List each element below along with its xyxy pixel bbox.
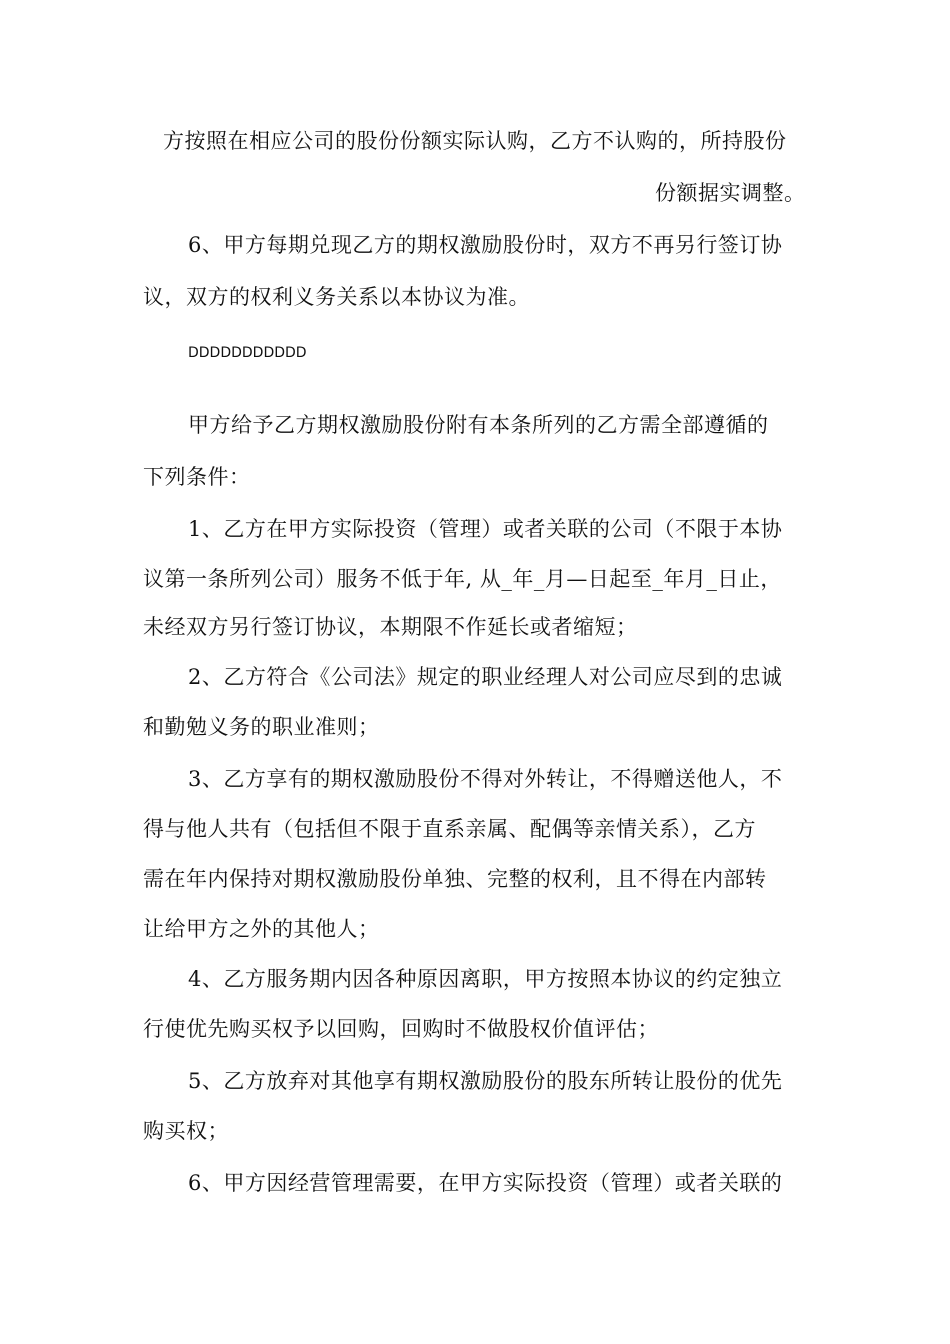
paragraph-line: 2、乙方符合《公司法》规定的职业经理人对公司应尽到的忠诚: [188, 665, 783, 689]
section-heading: DDDDDDDDDDD: [188, 345, 307, 361]
paragraph-line: 让给甲方之外的其他人；: [143, 917, 380, 941]
paragraph-line: 行使优先购买权予以回购，回购时不做股权价值评估；: [143, 1017, 659, 1041]
paragraph-line: 6、甲方因经营管理需要，在甲方实际投资（管理）或者关联的: [188, 1171, 783, 1195]
paragraph-line: 甲方给予乙方期权激励股份附有本条所列的乙方需全部遵循的: [188, 413, 769, 437]
paragraph-line: 3、乙方享有的期权激励股份不得对外转让，不得赠送他人，不: [188, 767, 783, 791]
paragraph-line: 4、乙方服务期内因各种原因离职，甲方按照本协议的约定独立: [188, 967, 783, 991]
paragraph-line: 议第一条所列公司）服务不低于年, 从_年_月—日起至_年月_日止，: [143, 567, 782, 591]
paragraph-line: 份额据实调整。: [655, 181, 806, 205]
paragraph-line: 得与他人共有（包括但不限于直系亲属、配偶等亲情关系），乙方: [143, 817, 756, 841]
paragraph-line: 6、甲方每期兑现乙方的期权激励股份时，双方不再另行签订协: [188, 233, 783, 257]
paragraph-line: 购买权；: [143, 1119, 229, 1143]
paragraph-line: 5、乙方放弃对其他享有期权激励股份的股东所转让股份的优先: [188, 1069, 783, 1093]
paragraph-line: 下列条件：: [143, 465, 251, 489]
paragraph-line: 未经双方另行签订协议，本期限不作延长或者缩短；: [143, 615, 638, 639]
paragraph-line: 议，双方的权利义务关系以本协议为准。: [143, 285, 530, 309]
paragraph-line: 需在年内保持对期权激励股份单独、完整的权利，且不得在内部转: [143, 867, 767, 891]
paragraph-line: 方按照在相应公司的股份份额实际认购，乙方不认购的，所持股份: [163, 129, 787, 153]
paragraph-line: 1、乙方在甲方实际投资（管理）或者关联的公司（不限于本协: [188, 517, 783, 541]
paragraph-line: 和勤勉义务的职业准则；: [143, 715, 380, 739]
